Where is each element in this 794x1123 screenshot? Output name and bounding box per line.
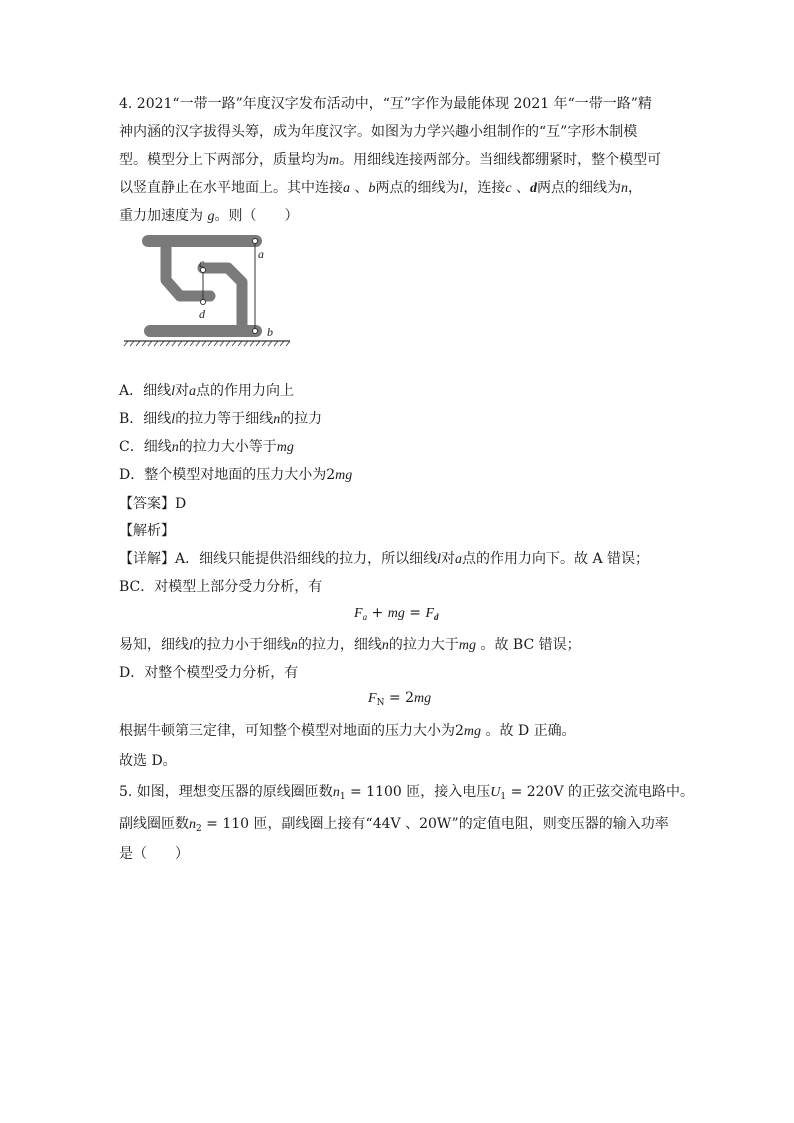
point-a bbox=[253, 239, 258, 244]
q5-line-3: 是（ ） bbox=[119, 846, 189, 862]
option-c: C．细线n的拉力大小等于mg bbox=[119, 439, 294, 455]
detail-line-4: D．对整个模型受力分析，有 bbox=[119, 665, 299, 681]
option-d: D．整个模型对地面的压力大小为2mg bbox=[119, 467, 353, 483]
detail-line-1: 【详解】A．细线只能提供沿细线的拉力，所以细线l对a点的作用力向下。故 A 错误； bbox=[119, 551, 650, 567]
detail-line-3: 易知，细线l的拉力小于细线n的拉力，细线n的拉力大于mg 。故 BC 错误； bbox=[119, 637, 581, 653]
detail-line-6: 故选 D。 bbox=[119, 753, 177, 769]
q4-line-3: 型。模型分上下两部分，质量均为m。用细线连接两部分。当细线都绷紧时，整个模型可 bbox=[119, 152, 662, 168]
label-c: c bbox=[199, 256, 205, 270]
option-a: A．细线l对a点的作用力向上 bbox=[119, 383, 295, 399]
detail-line-5: 根据牛顿第三定律，可知整个模型对地面的压力大小为2mg 。故 D 正确。 bbox=[119, 723, 576, 739]
analysis-title: 【解析】 bbox=[119, 523, 175, 539]
equation-1: $F_a$ + mg = $F_d$ bbox=[354, 605, 439, 622]
q5-line-2: 副线圈匝数$n_2 = 110$ 匝，副线圈上接有“44V 、20W”的定值电阻，则变压器的输入功率 bbox=[119, 816, 669, 834]
ground-hatch bbox=[124, 341, 290, 346]
option-b: B．细线l的拉力等于细线n的拉力 bbox=[119, 411, 323, 427]
hu-character-model-figure bbox=[118, 230, 298, 352]
label-b: b bbox=[267, 325, 273, 339]
label-a: a bbox=[258, 247, 264, 261]
detail-line-2: BC．对模型上部分受力分析，有 bbox=[119, 579, 323, 595]
q4-line-1: 4. 2021“一带一路”年度汉字发布活动中，“互”字作为最能体现 2021 年“一带一路”精 bbox=[119, 96, 652, 112]
q5-line-1: 5. 如图，理想变压器的原线圈匝数$n_1 = 1100$ 匝，接入电压$U_1 = 220V$ 的正弦交流电路中。 bbox=[119, 784, 695, 802]
label-d: d bbox=[199, 307, 205, 321]
point-d bbox=[201, 300, 206, 305]
point-b bbox=[253, 329, 258, 334]
bottom-bar bbox=[144, 325, 262, 337]
top-bar bbox=[142, 235, 262, 247]
equation-2: $F_N = 2mg$ bbox=[368, 690, 432, 708]
answer-label: 【答案】D bbox=[119, 496, 187, 512]
q4-line-2: 神内涵的汉字拔得头筹，成为年度汉字。如图为力学兴趣小组制作的“互”字形木制模 bbox=[119, 124, 638, 140]
q4-line-4: 以竖直静止在水平地面上。其中连接a 、b两点的细线为l，连接c 、d两点的细线为n， bbox=[119, 180, 643, 196]
q4-line-5: 重力加速度为 g。则（ ） bbox=[119, 208, 299, 224]
